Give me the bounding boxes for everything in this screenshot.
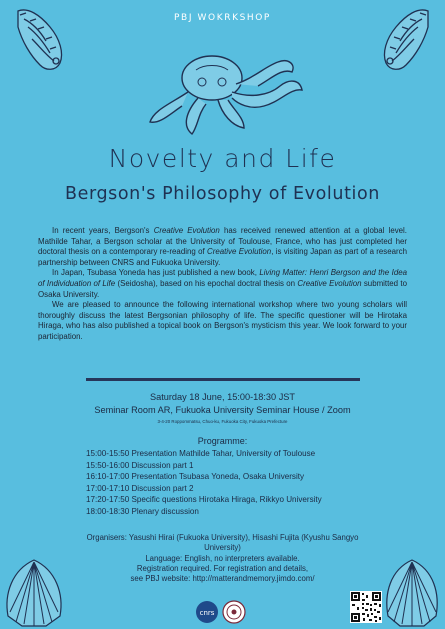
programme-item: 18:00-18:30 Plenary discussion [86,506,199,516]
intro-paragraph-2 [38,268,407,300]
logo-group [196,600,256,624]
event-address: 3-4-20 Roppommatsu, Chuo-ku, Fukuoka City, Fukuoka Prefecture [157,419,288,424]
workshop-subtitle: Bergson's Philosophy of Evolution [64,184,381,204]
programme-heading: Programme: [197,436,248,446]
programme-item: 17:20-17:50 Specific questions Hirotaka Hiraga, Rikkyo University [86,495,322,504]
workshop-header: PBJ WOKRKSHOP [174,13,271,23]
intro-paragraph-1 [38,226,407,268]
programme-item: 15:00-15:50 Presentation Mathilde Tahar, University of Toulouse [86,449,316,458]
programme-item: 17:00-17:10 Discussion part 2 [86,483,194,493]
intro-text [38,226,407,343]
section-divider [86,378,360,381]
event-venue: Seminar Room AR, Fukuoka University Seminar House / Zoom [94,405,351,415]
event-info [0,391,445,425]
programme-item: 16:10-17:00 Presentation Tsubasa Yoneda, Osaka University [86,472,305,481]
intro-p1-book-title-2: Creative Evolution [207,247,272,257]
intro-p1-book-title-1: Creative Evolution [153,226,220,235]
organisers-info [80,533,365,584]
registration-note: Registration required. For registration and details, [136,563,309,573]
cnrs-logo-text: cnrs [199,609,215,617]
seashell-top-right-illustration [378,5,436,75]
qr-code[interactable] [350,591,382,623]
organisers-names: Organisers: Yasushi Hirai (Fukuoka University), Hisashi Fujita (Kyushu Sangyo University) [86,533,359,553]
intro-p2-text-a: In Japan, Tsubasa Yoneda has just published a new book, [52,268,260,278]
website-link[interactable]: see PBJ website: http://matterandmemory.jimdo.com/ [130,574,315,584]
intro-p1-text-c: , is visiting Japan as part of a research partnership between CNRS and Fukuoka University. [38,247,407,267]
intro-p2-text-b: (Seidosha), based on his epochal doctral thesis on [115,278,298,288]
scallop-shell-bottom-left-illustration [2,556,66,628]
workshop-title: Novelty and Life [108,144,337,173]
intro-p2-book-title-2: Creative Evolution [297,278,362,288]
intro-p1-text-a: In recent years, Bergson's [52,226,154,235]
language-note: Language: English, no interpreters available. [145,553,300,563]
seashell-top-left-illustration [10,5,68,75]
event-date: Saturday 18 June, 15:00-18:30 JST [149,392,296,402]
intro-p2-book-title-1: Living Matter: Henri Bergson and the Idea of Individuation of Life [38,268,407,288]
intro-paragraph-3: We are pleased to announce the following international workshop where two young scholars will thoroughly discuss the latest Bergsonian philosophy of life. The specific questioner will be Hirotaka Hiraga, who has also published a topical book on Bergson's mysticism this year. We look forward to your participation. [38,300,407,341]
scallop-shell-bottom-right-illustration [382,556,442,628]
octopus-illustration [140,48,306,138]
programme-list [86,448,376,517]
intro-p2-text-c: submitted to Osaka University. [38,278,407,299]
programme-item: 15:50-16:00 Discussion part 1 [86,460,194,470]
institution-logos [196,600,256,624]
intro-p1-text-b: has received renewed attention at a global level. Mathilde Tahar, a Bergson scholar at the University of Toulouse, France, who has just completed her doctoral thesis on a contemporary re-reading of [38,226,408,257]
